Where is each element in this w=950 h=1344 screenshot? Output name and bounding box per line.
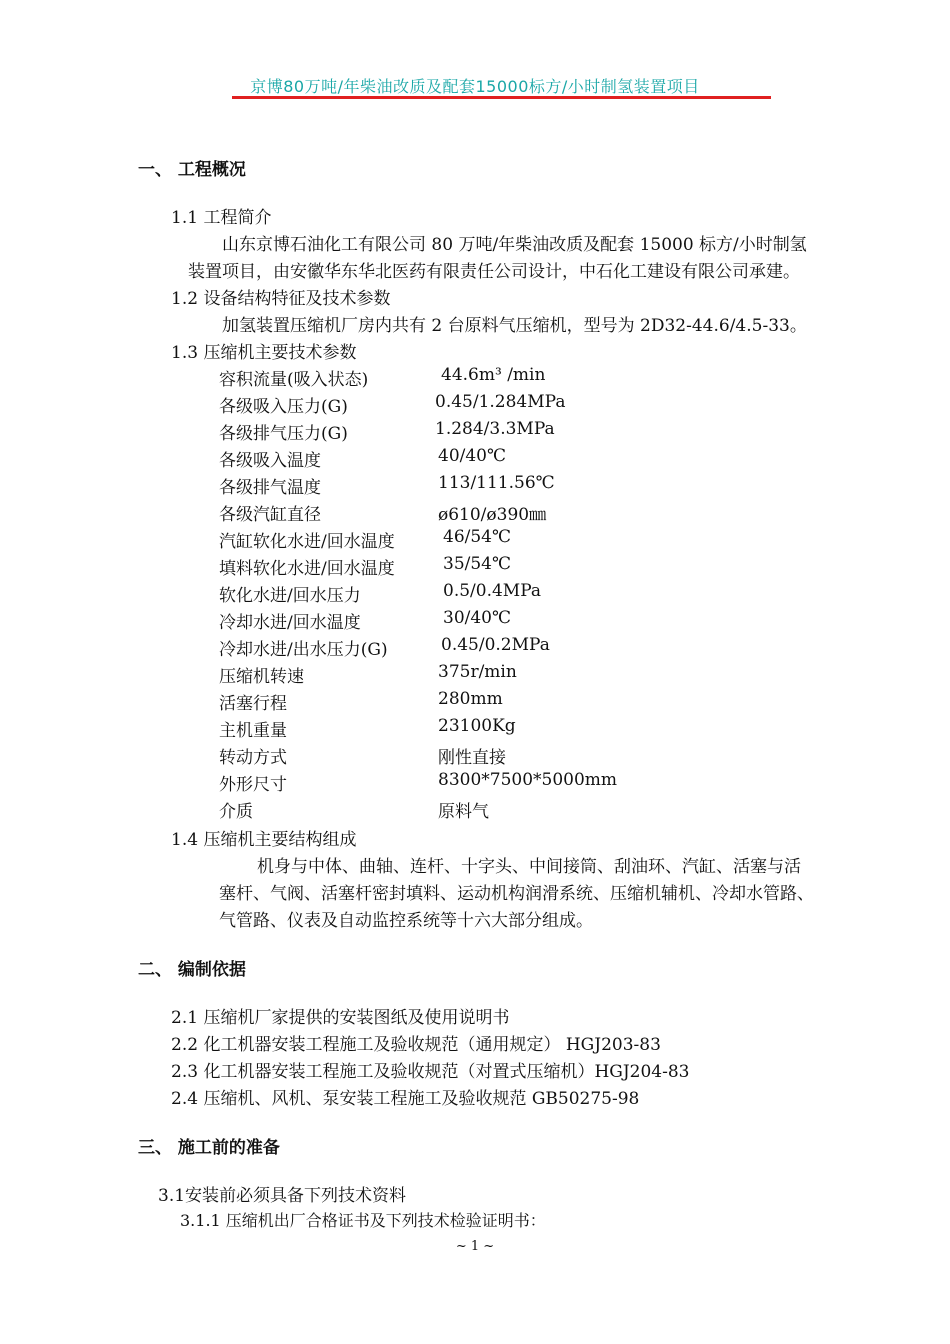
param-label: 各级排气温度 bbox=[219, 478, 321, 498]
section-2-title: 二、 编制依据 bbox=[138, 960, 246, 980]
param-value: 280mm bbox=[438, 689, 503, 709]
param-label: 外形尺寸 bbox=[219, 775, 287, 795]
paragraph-1-4-line-1: 机身与中体、曲轴、连杆、十字头、中间接筒、刮油环、汽缸、活塞与活 bbox=[257, 857, 801, 877]
param-label: 活塞行程 bbox=[219, 694, 287, 714]
param-label: 容积流量(吸入状态) bbox=[219, 370, 369, 390]
subsection-1-3-title: 1.3 压缩机主要技术参数 bbox=[171, 343, 357, 363]
paragraph-1-4-line-2: 塞杆、气阀、活塞杆密封填料、运动机构润滑系统、压缩机辅机、冷却水管路、 bbox=[219, 884, 814, 904]
param-value: 0.45/0.2MPa bbox=[441, 635, 550, 655]
section-3-title: 三、 施工前的准备 bbox=[138, 1138, 280, 1158]
param-value: 46/54℃ bbox=[443, 527, 512, 547]
param-label: 各级吸入压力(G) bbox=[219, 397, 348, 417]
param-value: 刚性直接 bbox=[438, 748, 506, 768]
subsection-3-1-title: 3.1安装前必须具备下列技术资料 bbox=[158, 1186, 407, 1206]
reference-item: 2.4 压缩机、风机、泵安装工程施工及验收规范 GB50275-98 bbox=[171, 1089, 640, 1109]
paragraph-1-1-line-2: 装置项目，由安徽华东华北医药有限责任公司设计，中石化工建设有限公司承建。 bbox=[188, 262, 800, 282]
page-number: ~ 1 ~ bbox=[455, 1239, 495, 1254]
param-label: 各级排气压力(G) bbox=[219, 424, 348, 444]
param-value: 0.5/0.4MPa bbox=[443, 581, 542, 601]
subsection-1-2-title: 1.2 设备结构特征及技术参数 bbox=[171, 289, 391, 309]
header-underline bbox=[232, 96, 771, 99]
paragraph-1-4-line-3: 气管路、仪表及自动监控系统等十六大部分组成。 bbox=[219, 911, 593, 931]
param-label: 填料软化水进/回水温度 bbox=[219, 559, 395, 579]
param-label: 汽缸软化水进/回水温度 bbox=[219, 532, 395, 552]
param-label: 各级汽缸直径 bbox=[219, 505, 321, 525]
paragraph-1-1-line-1: 山东京博石油化工有限公司 80 万吨/年柴油改质及配套 15000 标方/小时制氢 bbox=[222, 235, 807, 255]
subsection-1-1-title: 1.1 工程简介 bbox=[171, 208, 272, 228]
subsection-1-4-title: 1.4 压缩机主要结构组成 bbox=[171, 830, 357, 850]
param-value: 1.284/3.3MPa bbox=[435, 419, 555, 439]
param-value: 375r/min bbox=[438, 662, 517, 682]
param-value: 44.6m³ /min bbox=[441, 365, 546, 385]
param-value: 40/40℃ bbox=[438, 446, 507, 466]
param-label: 冷却水进/出水压力(G) bbox=[219, 640, 388, 660]
param-label: 各级吸入温度 bbox=[219, 451, 321, 471]
section-1-title: 一、 工程概况 bbox=[138, 160, 246, 180]
param-label: 压缩机转速 bbox=[219, 667, 304, 687]
param-value: 30/40℃ bbox=[443, 608, 512, 628]
param-value: 0.45/1.284MPa bbox=[435, 392, 566, 412]
param-value: ø610/ø390㎜ bbox=[438, 505, 547, 525]
param-value: 35/54℃ bbox=[443, 554, 512, 574]
param-value: 原料气 bbox=[438, 802, 489, 822]
param-label: 软化水进/回水压力 bbox=[219, 586, 361, 606]
reference-item: 2.1 压缩机厂家提供的安装图纸及使用说明书 bbox=[171, 1008, 510, 1028]
param-label: 冷却水进/回水温度 bbox=[219, 613, 361, 633]
reference-item: 2.2 化工机器安装工程施工及验收规范（通用规定） HGJ203-83 bbox=[171, 1035, 661, 1055]
param-value: 113/111.56℃ bbox=[438, 473, 555, 493]
subsection-3-1-1-title: 3.1.1 压缩机出厂合格证书及下列技术检验证明书： bbox=[180, 1211, 546, 1230]
param-value: 8300*7500*5000mm bbox=[438, 770, 618, 790]
reference-item: 2.3 化工机器安装工程施工及验收规范（对置式压缩机）HGJ204-83 bbox=[171, 1062, 690, 1082]
param-label: 转动方式 bbox=[219, 748, 287, 768]
paragraph-1-2-line-1: 加氢装置压缩机厂房内共有 2 台原料气压缩机，型号为 2D32-44.6/4.5-33。 bbox=[222, 316, 807, 336]
document-header-title: 京博80万吨/年柴油改质及配套15000标方/小时制氢装置项目 bbox=[250, 77, 700, 96]
param-label: 主机重量 bbox=[219, 721, 287, 741]
param-label: 介质 bbox=[219, 802, 253, 822]
param-value: 23100Kg bbox=[438, 716, 516, 736]
